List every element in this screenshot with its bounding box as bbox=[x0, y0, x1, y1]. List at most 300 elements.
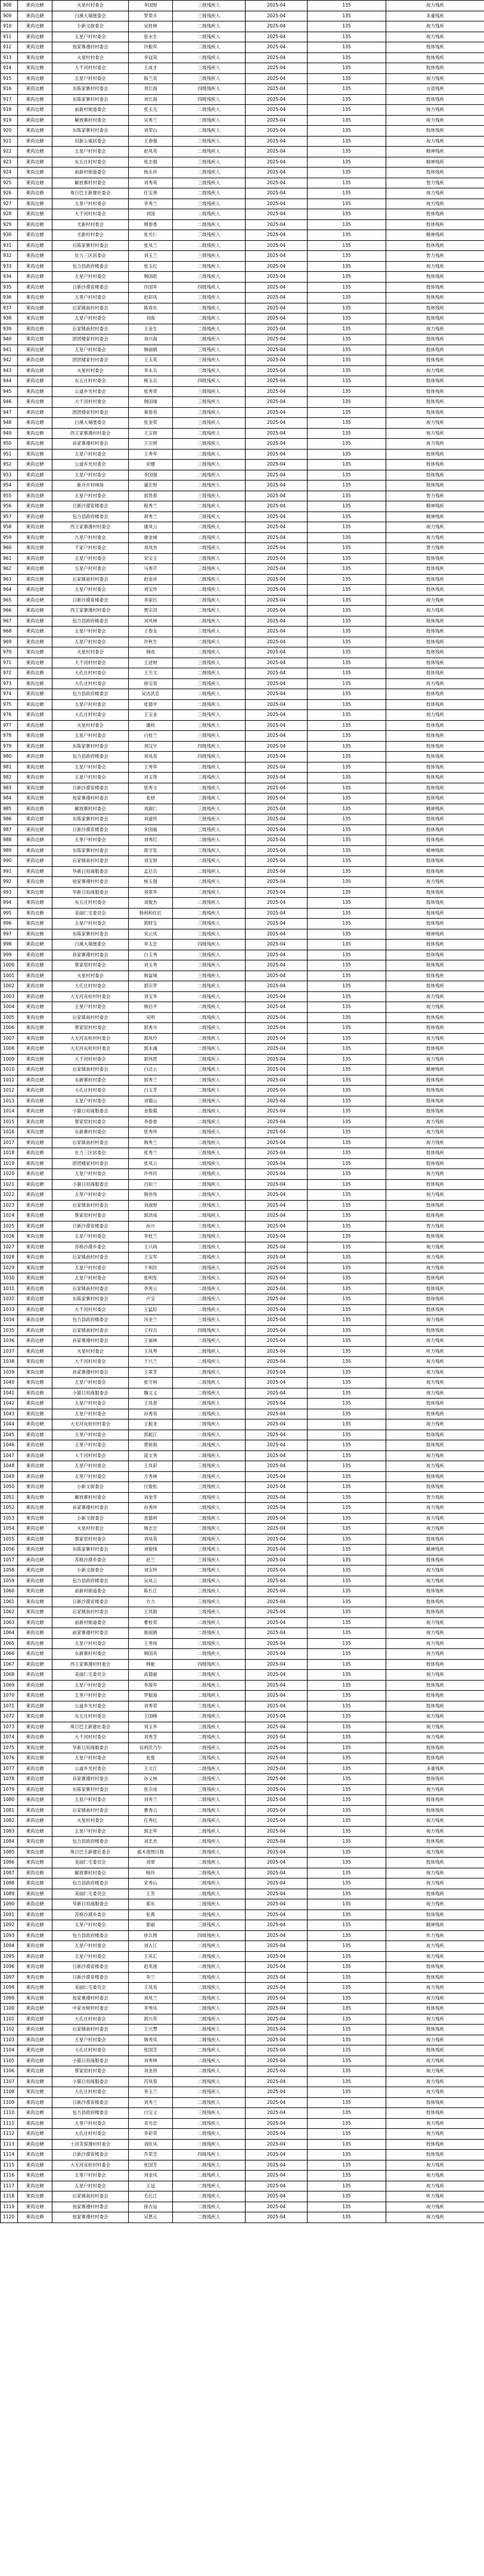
table-cell: 视力残疾 bbox=[386, 1983, 484, 1994]
table-cell: 崔丽娟 bbox=[129, 1628, 173, 1639]
table-cell: 莱尚边塘 bbox=[18, 1607, 52, 1618]
table-cell: 925 bbox=[1, 178, 18, 188]
table-cell: 135 bbox=[308, 251, 386, 262]
table-cell: 肢体残疾 bbox=[386, 303, 484, 314]
table-row bbox=[1, 1200, 484, 1211]
table-cell: 包力县政府楼委会 bbox=[52, 1315, 129, 1326]
table-row bbox=[1, 1419, 484, 1430]
table-cell: 莱尚边塘 bbox=[18, 1930, 52, 1941]
table-cell: 莱尚边塘 bbox=[18, 2150, 52, 2160]
table-cell: 莱尚边塘 bbox=[18, 439, 52, 450]
table-cell: 蔡家窑村村委会 bbox=[52, 1117, 129, 1127]
table-cell: 992 bbox=[1, 877, 18, 888]
table-cell: 二级残疾人 bbox=[173, 1399, 246, 1409]
table-cell: 莱尚边塘 bbox=[18, 2108, 52, 2119]
table-cell: 李国强 bbox=[129, 470, 173, 481]
table-cell: 135 bbox=[308, 940, 386, 950]
table-cell: 三级残疾人 bbox=[173, 1607, 246, 1618]
table-cell: 莱尚边塘 bbox=[18, 668, 52, 679]
table-cell: 971 bbox=[1, 658, 18, 668]
table-cell: 五星户村村委会 bbox=[52, 449, 129, 460]
table-row bbox=[1, 553, 484, 564]
table-cell: 五星户村村委会 bbox=[52, 1680, 129, 1691]
table-cell: 135 bbox=[308, 2014, 386, 2025]
table-cell: 莱尚边塘 bbox=[18, 1858, 52, 1868]
table-cell: 视力残疾 bbox=[386, 2202, 484, 2212]
table-cell: 2025-04 bbox=[246, 168, 308, 178]
table-cell: 135 bbox=[308, 627, 386, 637]
table-row bbox=[1, 1221, 484, 1232]
table-cell: 视力残疾 bbox=[386, 1033, 484, 1044]
table-cell: 980 bbox=[1, 752, 18, 762]
table-cell: 刘秀红 bbox=[129, 835, 173, 846]
table-cell: 视力残疾 bbox=[386, 1649, 484, 1660]
table-cell: 肢体残疾 bbox=[386, 94, 484, 105]
table-cell: 刘玉兰 bbox=[129, 251, 173, 262]
table-cell: 三级残疾人 bbox=[173, 845, 246, 856]
table-cell: 135 bbox=[308, 2181, 386, 2191]
table-cell: 莱尚边塘 bbox=[18, 1492, 52, 1503]
table-cell: 二级残疾人 bbox=[173, 1962, 246, 1973]
table-cell: 2025-04 bbox=[246, 1461, 308, 1472]
table-cell: 张凤云 bbox=[129, 1158, 173, 1169]
table-cell: 1019 bbox=[1, 1158, 18, 1169]
table-row bbox=[1, 835, 484, 846]
table-cell: 任宝善 bbox=[129, 188, 173, 199]
table-row bbox=[1, 126, 484, 137]
table-cell: 2025-04 bbox=[246, 940, 308, 950]
table-row bbox=[1, 1691, 484, 1701]
table-cell: 四级残疾人 bbox=[173, 940, 246, 950]
table-cell: 2025-04 bbox=[246, 136, 308, 147]
table-cell: 2025-04 bbox=[246, 1294, 308, 1305]
table-cell: 2025-04 bbox=[246, 1858, 308, 1868]
table-cell: 五星户村村委会 bbox=[52, 564, 129, 575]
table-cell: 1017 bbox=[1, 1137, 18, 1148]
table-cell: 大孔庄村村委会 bbox=[52, 2014, 129, 2025]
table-cell: 三级残疾人 bbox=[173, 1461, 246, 1472]
table-cell: 2025-04 bbox=[246, 637, 308, 647]
table-cell: 953 bbox=[1, 470, 18, 481]
table-cell: 五里户村村委会 bbox=[52, 1002, 129, 1013]
table-cell: 多重残疾 bbox=[386, 1763, 484, 1774]
table-cell: 莱尚边塘 bbox=[18, 1253, 52, 1263]
table-cell: 莱尚边塘 bbox=[18, 1461, 52, 1472]
table-cell: 959 bbox=[1, 532, 18, 543]
table-cell: 王秀军 bbox=[129, 762, 173, 773]
table-cell: 莱尚边塘 bbox=[18, 272, 52, 283]
table-row bbox=[1, 1117, 484, 1127]
table-cell: 2025-04 bbox=[246, 2171, 308, 2181]
table-cell: 二级残疾人 bbox=[173, 1941, 246, 1952]
table-cell: 李海军 bbox=[129, 1680, 173, 1691]
table-cell: 王秀军 bbox=[129, 449, 173, 460]
table-cell: 视力残疾 bbox=[386, 1450, 484, 1461]
table-cell: 135 bbox=[308, 2191, 386, 2202]
table-cell: 莱尚边塘 bbox=[18, 1868, 52, 1878]
table-cell: 1021 bbox=[1, 1179, 18, 1190]
table-cell: 王凤春 bbox=[129, 1399, 173, 1409]
table-cell: 135 bbox=[308, 1273, 386, 1284]
table-row bbox=[1, 512, 484, 522]
table-cell: 2025-04 bbox=[246, 1242, 308, 1253]
table-cell: 二级残疾人 bbox=[173, 1263, 246, 1273]
table-cell: 135 bbox=[308, 303, 386, 314]
table-cell: 1078 bbox=[1, 1774, 18, 1785]
table-cell: 王春友 bbox=[129, 627, 173, 637]
table-cell: 1113 bbox=[1, 2139, 18, 2150]
table-row bbox=[1, 908, 484, 919]
table-cell: 五星户村村委会 bbox=[52, 1941, 129, 1952]
table-cell: 三级残疾人 bbox=[173, 1545, 246, 1555]
table-cell: 1029 bbox=[1, 1263, 18, 1273]
table-cell: 五星户村村委会 bbox=[52, 1169, 129, 1180]
table-cell: 五星户村村委会 bbox=[52, 2035, 129, 2045]
table-cell: 张玉凡 bbox=[129, 105, 173, 116]
table-cell: 白溪大埔堡委会 bbox=[52, 418, 129, 429]
table-cell: 肢体残疾 bbox=[386, 1555, 484, 1566]
table-cell: 984 bbox=[1, 793, 18, 804]
table-cell: 宋秀山 bbox=[129, 1878, 173, 1889]
table-cell: 二级残疾人 bbox=[173, 2139, 246, 2150]
table-cell: 方力 bbox=[129, 1597, 173, 1607]
table-cell: 988 bbox=[1, 835, 18, 846]
table-cell: 莱尚边塘 bbox=[18, 981, 52, 992]
table-cell: 莱尚边塘 bbox=[18, 32, 52, 42]
table-cell: 962 bbox=[1, 564, 18, 575]
table-cell: 2025-04 bbox=[246, 1513, 308, 1524]
table-cell: 2025-04 bbox=[246, 1096, 308, 1106]
table-cell: 1015 bbox=[1, 1117, 18, 1127]
table-cell: 2025-04 bbox=[246, 261, 308, 272]
table-cell: 2025-04 bbox=[246, 1367, 308, 1378]
table-cell: 邓光忠 bbox=[129, 2118, 173, 2129]
table-cell: 肢体残疾 bbox=[386, 345, 484, 355]
table-cell: 三级残疾人 bbox=[173, 178, 246, 188]
table-cell: 三级残疾人 bbox=[173, 157, 246, 168]
table-cell: 二级残疾人 bbox=[173, 105, 246, 116]
table-cell: 二级残疾人 bbox=[173, 1409, 246, 1419]
table-cell: 五星户村村委会 bbox=[52, 73, 129, 84]
table-cell: 1013 bbox=[1, 1096, 18, 1106]
table-cell: 珠日巴主新建社委会 bbox=[52, 188, 129, 199]
table-cell: 视力残疾 bbox=[386, 1002, 484, 1013]
table-cell: 日新沙漠育楼委会 bbox=[52, 1221, 129, 1232]
table-cell: 精神残疾 bbox=[386, 845, 484, 856]
table-row bbox=[1, 887, 484, 898]
table-cell: 2025-04 bbox=[246, 1680, 308, 1691]
table-cell: 2025-04 bbox=[246, 1148, 308, 1159]
table-cell: 2025-04 bbox=[246, 32, 308, 42]
table-cell: 莱尚边塘 bbox=[18, 1941, 52, 1952]
table-cell: 肢体残疾 bbox=[386, 1106, 484, 1117]
table-cell: 135 bbox=[308, 960, 386, 971]
table-row bbox=[1, 1513, 484, 1524]
table-cell: 944 bbox=[1, 376, 18, 387]
table-cell: 莱尚边塘 bbox=[18, 574, 52, 585]
table-cell: 924 bbox=[1, 168, 18, 178]
table-cell: 135 bbox=[308, 376, 386, 387]
table-cell: 951 bbox=[1, 449, 18, 460]
table-cell: 宋宝玉 bbox=[129, 553, 173, 564]
table-cell: 974 bbox=[1, 689, 18, 700]
table-cell: 莱尚边塘 bbox=[18, 230, 52, 241]
table-cell: 莱尚边塘 bbox=[18, 762, 52, 773]
table-cell: 135 bbox=[308, 1784, 386, 1795]
table-cell: 2025-04 bbox=[246, 2160, 308, 2171]
table-cell: 莱尚边塘 bbox=[18, 1503, 52, 1514]
table-cell: 135 bbox=[308, 345, 386, 355]
table-cell: 二级残疾人 bbox=[173, 1909, 246, 1920]
table-row bbox=[1, 991, 484, 1002]
table-cell: 2025-04 bbox=[246, 126, 308, 137]
table-row bbox=[1, 2171, 484, 2181]
table-cell: 1062 bbox=[1, 1607, 18, 1618]
table-cell: 2025-04 bbox=[246, 1284, 308, 1294]
table-cell: 智力残疾 bbox=[386, 178, 484, 188]
table-cell: 五里户村村委会 bbox=[52, 199, 129, 209]
table-cell: 135 bbox=[308, 1117, 386, 1127]
table-cell: 肢体残疾 bbox=[386, 731, 484, 742]
table-cell: 2025-04 bbox=[246, 1086, 308, 1096]
table-row bbox=[1, 793, 484, 804]
table-cell: 2025-04 bbox=[246, 543, 308, 554]
table-cell: 精神残疾 bbox=[386, 157, 484, 168]
table-cell: 二级残疾人 bbox=[173, 1513, 246, 1524]
table-cell: 王金生 bbox=[129, 324, 173, 334]
table-row bbox=[1, 1774, 484, 1785]
table-cell: 肢体残疾 bbox=[386, 553, 484, 564]
table-cell: 2025-04 bbox=[246, 658, 308, 668]
table-cell: 135 bbox=[308, 52, 386, 63]
table-cell: 乔荣芝 bbox=[129, 2150, 173, 2160]
table-cell: 火星村村委会 bbox=[52, 365, 129, 376]
table-cell: 979 bbox=[1, 741, 18, 752]
table-row bbox=[1, 1294, 484, 1305]
table-cell: 2025-04 bbox=[246, 731, 308, 742]
table-cell: 1024 bbox=[1, 1211, 18, 1222]
table-cell: 135 bbox=[308, 1722, 386, 1732]
table-cell: 二级残疾人 bbox=[173, 887, 246, 898]
table-row bbox=[1, 720, 484, 731]
table-cell: 视力残疾 bbox=[386, 115, 484, 126]
table-cell: 莱尚边塘 bbox=[18, 2014, 52, 2025]
table-cell: 135 bbox=[308, 929, 386, 940]
table-cell: 二级残疾人 bbox=[173, 1774, 246, 1785]
table-cell: 135 bbox=[308, 574, 386, 585]
table-cell: 莱尚边塘 bbox=[18, 460, 52, 470]
table-cell: 莱尚边塘 bbox=[18, 491, 52, 501]
table-cell: 135 bbox=[308, 887, 386, 898]
table-cell: 胡秀兰 bbox=[129, 512, 173, 522]
table-cell: 五星户村村委会 bbox=[52, 627, 129, 637]
table-cell: 莱尚边塘 bbox=[18, 2087, 52, 2098]
table-cell: 壮力三区居委会 bbox=[52, 251, 129, 262]
table-row bbox=[1, 1753, 484, 1764]
table-cell: 莱尚边塘 bbox=[18, 1701, 52, 1712]
table-cell: 135 bbox=[308, 741, 386, 752]
table-row bbox=[1, 1054, 484, 1065]
table-cell: 肢体残疾 bbox=[386, 971, 484, 981]
table-cell: 信利民乃尔 bbox=[129, 1743, 173, 1753]
table-cell: 2025-04 bbox=[246, 2014, 308, 2025]
table-cell: 解放寨村村委会 bbox=[52, 115, 129, 126]
table-cell: 莱尚边塘 bbox=[18, 1837, 52, 1847]
table-cell: 135 bbox=[308, 1, 386, 11]
table-row bbox=[1, 2129, 484, 2140]
table-cell: 视力残疾 bbox=[386, 32, 484, 42]
table-cell: 蔡家窑村村委会 bbox=[52, 1023, 129, 1034]
table-cell: 2025-04 bbox=[246, 1889, 308, 1899]
table-cell: 视力残疾 bbox=[386, 1419, 484, 1430]
table-row bbox=[1, 251, 484, 262]
table-cell: 三级残疾人 bbox=[173, 731, 246, 742]
table-cell: 刘凤兰 bbox=[129, 1993, 173, 2004]
table-cell: 莱尚边塘 bbox=[18, 1962, 52, 1973]
table-cell: 二级残疾人 bbox=[173, 637, 246, 647]
table-cell: 郭秀月 bbox=[129, 1023, 173, 1034]
table-cell: 1106 bbox=[1, 2066, 18, 2077]
table-cell: 莱尚边塘 bbox=[18, 543, 52, 554]
table-row bbox=[1, 1972, 484, 1983]
table-cell: 二级残疾人 bbox=[173, 522, 246, 533]
table-cell: 莱尚边塘 bbox=[18, 1002, 52, 1013]
table-cell: 三级残疾人 bbox=[173, 1096, 246, 1106]
table-cell: 911 bbox=[1, 32, 18, 42]
table-cell: 909 bbox=[1, 11, 18, 21]
table-cell: 视力残疾 bbox=[386, 1367, 484, 1378]
table-cell: 1050 bbox=[1, 1482, 18, 1493]
table-cell: 白洁云 bbox=[129, 1065, 173, 1075]
table-cell: 1014 bbox=[1, 1106, 18, 1117]
table-cell: 肢体残疾 bbox=[386, 1659, 484, 1670]
table-cell: 135 bbox=[308, 21, 386, 32]
table-cell: 135 bbox=[308, 543, 386, 554]
table-row bbox=[1, 1169, 484, 1180]
table-cell: 二级残疾人 bbox=[173, 1795, 246, 1806]
table-cell: 2025-04 bbox=[246, 1597, 308, 1607]
table-cell: 郭振江 bbox=[129, 1430, 173, 1440]
table-cell: 李玉兰 bbox=[129, 2087, 173, 2098]
table-cell: 小猫日用商服委会 bbox=[52, 1179, 129, 1190]
table-cell: 日新沙漠育楼委会 bbox=[52, 501, 129, 512]
table-cell: 孙家寨漫村村委会 bbox=[52, 1336, 129, 1347]
table-cell: 967 bbox=[1, 616, 18, 627]
table-cell: 郭兴荣 bbox=[129, 2014, 173, 2025]
table-cell: 2025-04 bbox=[246, 1555, 308, 1566]
table-cell: 135 bbox=[308, 2202, 386, 2212]
table-cell: 135 bbox=[308, 1805, 386, 1816]
table-cell: 三级残疾人 bbox=[173, 1586, 246, 1597]
table-row bbox=[1, 564, 484, 575]
table-cell: 2025-04 bbox=[246, 2025, 308, 2035]
table-cell: 视力残疾 bbox=[386, 1722, 484, 1732]
table-cell: 1031 bbox=[1, 1284, 18, 1294]
table-cell: 西王家寨漫村村委会 bbox=[52, 1659, 129, 1670]
table-cell: 肢体残疾 bbox=[386, 397, 484, 408]
table-row bbox=[1, 1, 484, 11]
table-cell: 张秀兰 bbox=[129, 1148, 173, 1159]
table-cell: 1097 bbox=[1, 1972, 18, 1983]
table-cell: 视力残疾 bbox=[386, 1826, 484, 1837]
table-cell: 135 bbox=[308, 1471, 386, 1482]
table-cell: 1072 bbox=[1, 1712, 18, 1722]
table-cell: 视力残疾 bbox=[386, 105, 484, 116]
table-cell: 视力残疾 bbox=[386, 2056, 484, 2066]
table-cell: 大千河村村委会 bbox=[52, 209, 129, 220]
table-cell: 二级残疾人 bbox=[173, 1878, 246, 1889]
table-cell: 苏格沙漠乡委会 bbox=[52, 1909, 129, 1920]
table-cell: 后家镇南村村委会 bbox=[52, 1607, 129, 1618]
table-cell: 2025-04 bbox=[246, 898, 308, 909]
table-cell: 二级残疾人 bbox=[173, 2025, 246, 2035]
table-cell: 五星户村村委会 bbox=[52, 919, 129, 929]
table-cell: 916 bbox=[1, 84, 18, 95]
table-cell: 五星户村村委会 bbox=[52, 1951, 129, 1962]
table-cell: 135 bbox=[308, 1837, 386, 1847]
table-cell: 2025-04 bbox=[246, 929, 308, 940]
table-cell: 1022 bbox=[1, 1190, 18, 1201]
table-cell: 三级残疾人 bbox=[173, 960, 246, 971]
table-cell: 刘秀兰 bbox=[129, 1795, 173, 1806]
table-cell: 五里户村村委会 bbox=[52, 835, 129, 846]
table-cell: 莱尚边塘 bbox=[18, 282, 52, 293]
table-cell: 张玉红 bbox=[129, 261, 173, 272]
table-cell: 1114 bbox=[1, 2150, 18, 2160]
table-cell: 四级残疾人 bbox=[173, 752, 246, 762]
table-cell: 135 bbox=[308, 2150, 386, 2160]
table-cell: 莱尚边塘 bbox=[18, 314, 52, 324]
table-cell: 后家镇南村村委会 bbox=[52, 856, 129, 867]
table-cell: 刘金凤 bbox=[129, 2171, 173, 2181]
table-cell: 2025-04 bbox=[246, 1712, 308, 1722]
table-cell: 二级残疾人 bbox=[173, 168, 246, 178]
table-cell: 2025-04 bbox=[246, 21, 308, 32]
table-cell: 莱尚边塘 bbox=[18, 94, 52, 105]
table-row bbox=[1, 1701, 484, 1712]
table-cell: 2025-04 bbox=[246, 1837, 308, 1847]
table-cell: 2025-04 bbox=[246, 199, 308, 209]
table-cell: 视力残疾 bbox=[386, 1638, 484, 1649]
table-cell: 视力残疾 bbox=[386, 1054, 484, 1065]
table-cell: 肢体残疾 bbox=[386, 407, 484, 418]
table-cell: 135 bbox=[308, 856, 386, 867]
table-cell: 二级残疾人 bbox=[173, 616, 246, 627]
table-cell: 三级残疾人 bbox=[173, 1065, 246, 1075]
table-cell: 肢体残疾 bbox=[386, 376, 484, 387]
table-cell: 听力残疾 bbox=[386, 1346, 484, 1357]
table-cell: 金俊霞 bbox=[129, 1106, 173, 1117]
table-cell: 肢体残疾 bbox=[386, 919, 484, 929]
table-row bbox=[1, 1336, 484, 1347]
table-cell: 二级残疾人 bbox=[173, 1211, 246, 1222]
table-cell: 莱尚边塘 bbox=[18, 1211, 52, 1222]
table-cell: 2025-04 bbox=[246, 1659, 308, 1670]
table-cell: 精神残疾 bbox=[386, 1545, 484, 1555]
table-cell: 二级残疾人 bbox=[173, 1284, 246, 1294]
table-row bbox=[1, 1805, 484, 1816]
table-cell: 913 bbox=[1, 52, 18, 63]
table-cell: 二级残疾人 bbox=[173, 1847, 246, 1858]
table-cell: 135 bbox=[308, 919, 386, 929]
table-cell: 1118 bbox=[1, 2191, 18, 2202]
table-cell: 135 bbox=[308, 1127, 386, 1138]
table-cell: 二级残疾人 bbox=[173, 1993, 246, 2004]
table-cell: 莱尚边塘 bbox=[18, 105, 52, 116]
table-cell: 930 bbox=[1, 230, 18, 241]
table-cell: 928 bbox=[1, 209, 18, 220]
table-cell: 莱尚边塘 bbox=[18, 376, 52, 387]
